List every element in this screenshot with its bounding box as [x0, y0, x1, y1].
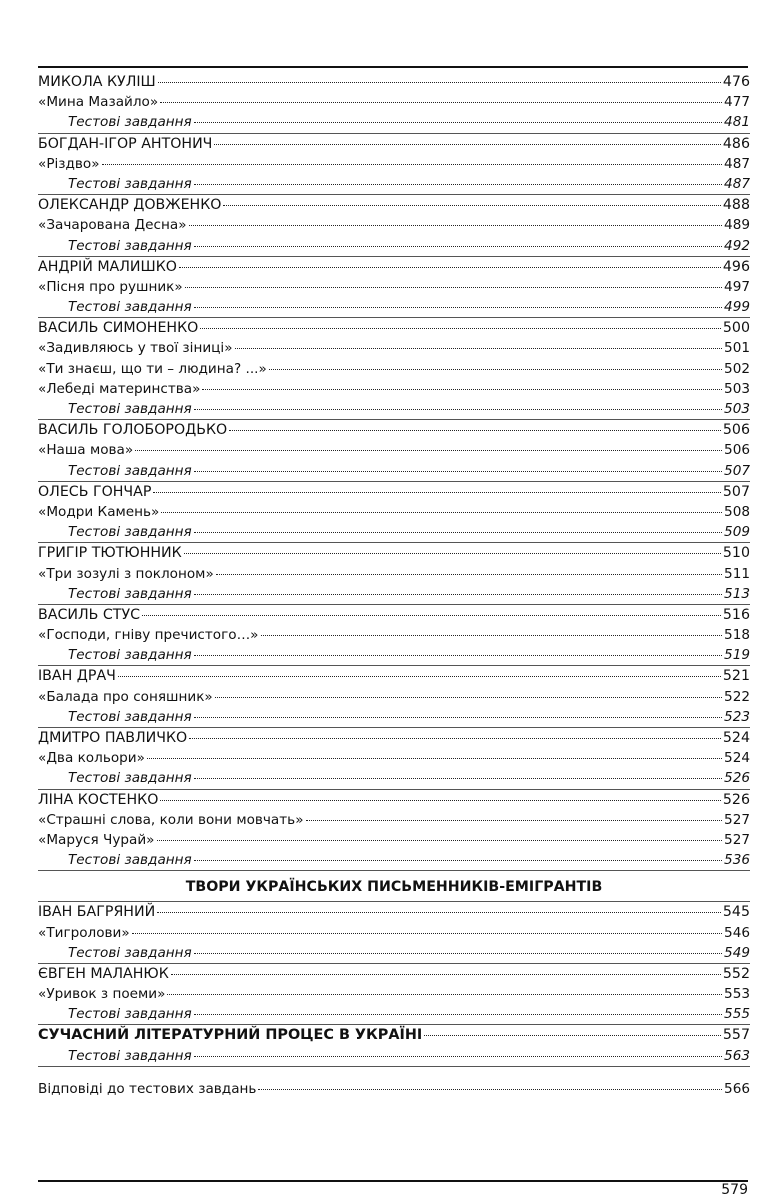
entry-page: 555: [724, 1006, 750, 1023]
toc-entry-author[interactable]: [38, 134, 750, 154]
entry-title: «Різдво»: [38, 155, 100, 172]
dot-leader: [261, 634, 723, 636]
dot-leader: [158, 81, 721, 83]
dot-leader: [160, 799, 720, 801]
entry-page: 501: [724, 340, 750, 357]
dot-leader: [102, 163, 722, 165]
page-number: 579: [721, 1182, 748, 1198]
entry-title: Тестові завдання: [68, 175, 192, 192]
top-rule: [38, 66, 748, 68]
dot-leader: [194, 183, 722, 185]
dot-leader: [194, 245, 722, 247]
entry-page: 488: [722, 197, 750, 214]
entry-page: 503: [724, 380, 750, 397]
entry-title: ЛІНА КОСТЕНКО: [38, 791, 159, 808]
entry-page: 486: [722, 135, 750, 152]
toc-entry-work[interactable]: [38, 687, 750, 707]
entry-title: АНДРІЙ МАЛИШКО: [38, 258, 177, 275]
toc-entry-work[interactable]: [38, 564, 750, 584]
dot-leader: [194, 716, 722, 718]
entry-page: 487: [724, 155, 750, 172]
dot-leader: [185, 286, 722, 288]
entry-title: «Задивляюсь у твої зіниці»: [38, 340, 233, 357]
entry-title: «Пісня про рушник»: [38, 278, 183, 295]
entry-page: 502: [724, 360, 750, 377]
dot-leader: [229, 429, 721, 431]
entry-title: «Балада про соняшник»: [38, 688, 213, 705]
dot-leader: [194, 593, 722, 595]
author-section: [38, 728, 750, 790]
entry-page: 527: [724, 811, 750, 828]
entry-page: 510: [722, 545, 750, 562]
entry-page: 516: [722, 606, 750, 623]
toc-entry-tests[interactable]: [38, 522, 750, 542]
entry-title: Тестові завдання: [68, 852, 192, 869]
entry-title: Тестові завдання: [68, 770, 192, 787]
table-of-contents: [38, 72, 750, 1099]
dot-leader: [194, 1055, 722, 1057]
dot-leader: [194, 470, 722, 472]
dot-leader: [157, 839, 723, 841]
toc-entry-work[interactable]: [38, 215, 750, 235]
toc-entry-work[interactable]: [38, 984, 750, 1004]
dot-leader: [135, 449, 722, 451]
entry-page: 526: [722, 791, 750, 808]
dot-leader: [160, 101, 722, 103]
dot-leader: [200, 327, 721, 329]
toc-entry-tests[interactable]: [38, 943, 750, 963]
entry-page: 563: [724, 1047, 750, 1064]
entry-title: Тестові завдання: [68, 462, 192, 479]
entry-title: БОГДАН-ІГОР АНТОНИЧ: [38, 135, 213, 152]
entry-title: ДМИТРО ПАВЛИЧКО: [38, 730, 188, 746]
entry-title: Тестові завдання: [68, 237, 192, 254]
entry-title: ЄВГЕН МАЛАНЮК: [38, 965, 169, 982]
entry-title: Тестові завдання: [68, 401, 192, 417]
entry-page: 499: [724, 299, 750, 316]
entry-page: 507: [724, 462, 750, 479]
dot-leader: [214, 143, 720, 145]
section-title-emigrants: ТВОРИ УКРАЇНСЬКИХ ПИСЬМЕННИКІВ-ЕМІГРАНТІВ: [38, 873, 750, 902]
entry-page: 552: [722, 965, 750, 982]
entry-page: 508: [724, 503, 750, 520]
entry-page: 481: [724, 114, 750, 131]
toc-entry-modern[interactable]: [38, 1025, 750, 1045]
dot-leader: [215, 696, 722, 698]
entry-page: 523: [724, 708, 750, 725]
entry-page: 511: [724, 565, 750, 582]
author-section: [38, 257, 750, 319]
entry-page: 506: [724, 442, 750, 459]
author-section: [38, 605, 750, 667]
author-section: [38, 902, 750, 964]
dot-leader: [189, 737, 721, 739]
authors-group: [38, 72, 750, 871]
toc-entry-author[interactable]: [38, 964, 750, 984]
entry-title: «Мина Мазайло»: [38, 94, 159, 111]
dot-leader: [194, 777, 722, 779]
toc-entry-tests[interactable]: [38, 112, 750, 132]
toc-entry-tests[interactable]: [38, 645, 750, 665]
entry-title: ВАСИЛЬ ГОЛОБОРОДЬКО: [38, 422, 228, 439]
entry-title: Тестові завдання: [68, 944, 192, 961]
entry-title: МИКОЛА КУЛІШ: [38, 74, 156, 90]
author-section: [38, 420, 750, 482]
dot-leader: [118, 675, 721, 677]
entry-page: 526: [724, 770, 750, 787]
entry-page: 557: [722, 1027, 750, 1044]
entry-title: ОЛЕСЬ ГОНЧАР: [38, 483, 152, 500]
entry-title: «Маруся Чурай»: [38, 831, 155, 848]
toc-entry-author[interactable]: [38, 666, 750, 686]
toc-entry-author[interactable]: [38, 420, 750, 440]
entry-page: 536: [724, 852, 750, 869]
toc-entry-tests[interactable]: [38, 1046, 750, 1066]
author-section: [38, 482, 750, 544]
dot-leader: [194, 408, 722, 410]
entry-page: 524: [722, 730, 750, 746]
dot-leader: [194, 121, 722, 123]
entry-title: Тестові завдання: [68, 708, 192, 725]
toc-entry-work[interactable]: [38, 502, 750, 522]
dot-leader: [189, 224, 723, 226]
toc-entry-author[interactable]: [38, 72, 750, 92]
entry-page: 518: [724, 627, 750, 644]
entry-page: 476: [722, 74, 750, 90]
entry-title: ІВАН ДРАЧ: [38, 668, 116, 685]
dot-leader: [194, 859, 722, 861]
entry-title: «Ти знаєш, що ти – людина? ...»: [38, 360, 267, 377]
author-section: [38, 134, 750, 196]
dot-leader: [171, 973, 721, 975]
toc-entry-author[interactable]: [38, 728, 750, 748]
entry-page: 546: [724, 924, 750, 941]
toc-entry-tests[interactable]: [38, 461, 750, 481]
toc-entry-author[interactable]: [38, 543, 750, 563]
entry-title: «Три зозулі з поклоном»: [38, 565, 214, 582]
entry-page: 549: [724, 944, 750, 961]
toc-entry-author[interactable]: [38, 790, 750, 810]
toc-entry-author[interactable]: [38, 195, 750, 215]
toc-entry-work[interactable]: [38, 748, 750, 768]
entry-page: 521: [722, 668, 750, 685]
entry-title: Тестові завдання: [68, 114, 192, 131]
entry-title: «Страшні слова, коли вони мовчать»: [38, 811, 304, 828]
dot-leader: [258, 1088, 722, 1090]
dot-leader: [179, 266, 721, 268]
dot-leader: [153, 491, 720, 493]
toc-entry-tests[interactable]: [38, 236, 750, 256]
entry-page: 497: [724, 278, 750, 295]
entry-title: «Два кольори»: [38, 750, 145, 767]
dot-leader: [142, 614, 721, 616]
entry-page: 500: [722, 320, 750, 337]
entry-page: 506: [722, 422, 750, 439]
entry-page: 503: [724, 401, 750, 417]
entry-title: Тестові завдання: [68, 647, 192, 664]
entry-page: 519: [724, 647, 750, 664]
entry-page: 522: [724, 688, 750, 705]
toc-entry-tests[interactable]: [38, 174, 750, 194]
toc-entry-tests[interactable]: [38, 399, 750, 419]
entry-title: ГРИГІР ТЮТЮННИК: [38, 545, 182, 562]
toc-entry-author[interactable]: [38, 605, 750, 625]
author-section: [38, 318, 750, 420]
entry-page: 477: [724, 94, 750, 111]
dot-leader: [132, 932, 722, 934]
entry-title: Тестові завдання: [68, 299, 192, 316]
toc-entry-work[interactable]: [38, 277, 750, 297]
toc-entry-tests[interactable]: [38, 707, 750, 727]
toc-entry-author[interactable]: [38, 318, 750, 338]
entry-title: ОЛЕКСАНДР ДОВЖЕНКО: [38, 197, 222, 214]
toc-entry-work[interactable]: [38, 338, 750, 358]
entry-title: ВАСИЛЬ СТУС: [38, 606, 140, 623]
toc-entry-tests[interactable]: [38, 297, 750, 317]
entry-title: СУЧАСНИЙ ЛІТЕРАТУРНИЙ ПРОЦЕС В УКРАЇНІ: [38, 1027, 423, 1044]
entry-page: 509: [724, 524, 750, 541]
toc-entry-work[interactable]: [38, 923, 750, 943]
toc-entry-tests[interactable]: [38, 768, 750, 788]
toc-entry-work[interactable]: [38, 440, 750, 460]
dot-leader: [161, 511, 722, 513]
toc-entry-work[interactable]: [38, 830, 750, 850]
toc-entry-tests[interactable]: [38, 584, 750, 604]
toc-entry-work[interactable]: [38, 810, 750, 830]
entry-title: ВАСИЛЬ СИМОНЕНКО: [38, 320, 199, 337]
entry-title: Тестові завдання: [68, 1047, 192, 1064]
dot-leader: [157, 911, 721, 913]
toc-entry-work[interactable]: [38, 379, 750, 399]
toc-entry-author[interactable]: [38, 482, 750, 502]
toc-entry-work[interactable]: [38, 154, 750, 174]
entry-page: 524: [724, 750, 750, 767]
entry-title: «Уривок з поеми»: [38, 986, 166, 1003]
dot-leader: [194, 654, 722, 656]
toc-entry-answers[interactable]: [38, 1079, 750, 1099]
entry-title: ІВАН БАГРЯНИЙ: [38, 904, 156, 921]
dot-leader: [216, 573, 722, 575]
entry-title: «Тигролови»: [38, 924, 130, 941]
entry-page: 487: [724, 175, 750, 192]
entry-page: 492: [724, 237, 750, 254]
dot-leader: [194, 306, 722, 308]
entry-page: 527: [724, 831, 750, 848]
toc-entry-work[interactable]: [38, 359, 750, 379]
dot-leader: [235, 347, 723, 349]
author-section: [38, 72, 750, 134]
dot-leader: [223, 204, 720, 206]
entry-page: 513: [724, 585, 750, 602]
entry-title: Відповіді до тестових завдань: [38, 1080, 257, 1097]
entry-title: «Модри Камень»: [38, 503, 160, 520]
emigrant-authors-group: [38, 902, 750, 1025]
dot-leader: [184, 552, 721, 554]
toc-entry-work[interactable]: [38, 92, 750, 112]
author-section: [38, 543, 750, 605]
toc-entry-author[interactable]: [38, 902, 750, 922]
entry-page: 553: [724, 986, 750, 1003]
entry-title: «Зачарована Десна»: [38, 217, 187, 234]
entry-page: 566: [724, 1080, 750, 1097]
toc-entry-tests[interactable]: [38, 850, 750, 870]
author-section: [38, 666, 750, 728]
toc-entry-tests[interactable]: [38, 1004, 750, 1024]
entry-title: «Господи, гніву пречистого…»: [38, 627, 259, 644]
dot-leader: [167, 993, 722, 995]
entry-title: Тестові завдання: [68, 524, 192, 541]
toc-entry-work[interactable]: [38, 625, 750, 645]
entry-title: Тестові завдання: [68, 1006, 192, 1023]
entry-page: 545: [722, 904, 750, 921]
dot-leader: [269, 368, 722, 370]
dot-leader: [424, 1034, 721, 1036]
dot-leader: [202, 388, 722, 390]
modern-process-section: [38, 1025, 750, 1066]
dot-leader: [194, 952, 722, 954]
dot-leader: [194, 531, 722, 533]
entry-title: «Лебеді материнства»: [38, 380, 201, 397]
dot-leader: [147, 757, 722, 759]
entry-page: 489: [724, 217, 750, 234]
dot-leader: [194, 1013, 722, 1015]
entry-title: «Наша мова»: [38, 442, 134, 459]
author-section: [38, 195, 750, 257]
author-section: [38, 964, 750, 1026]
bottom-rule: [38, 1180, 748, 1182]
author-section: [38, 790, 750, 872]
entry-page: 496: [722, 258, 750, 275]
entry-page: 507: [722, 483, 750, 500]
toc-entry-author[interactable]: [38, 257, 750, 277]
dot-leader: [306, 819, 723, 821]
entry-title: Тестові завдання: [68, 585, 192, 602]
